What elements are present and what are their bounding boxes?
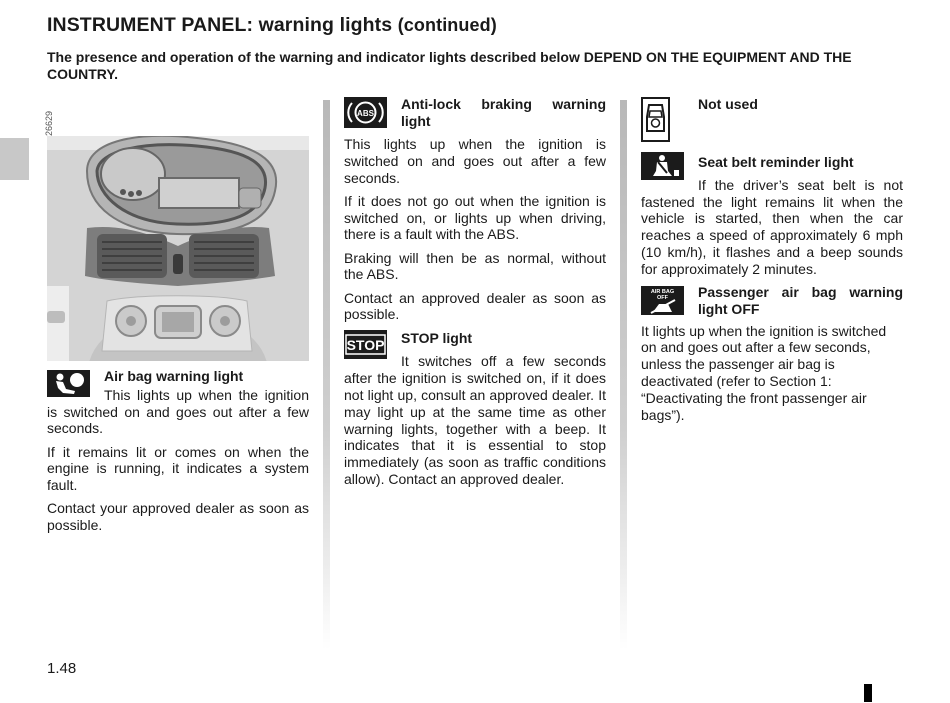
not-used-heading: Not used [698,96,758,112]
passenger-airbag-off-icon [641,286,684,315]
airbag-warning-icon [47,370,90,397]
column-divider-left [323,100,330,650]
section-side-tab [0,138,29,180]
page-number: 1.48 [47,660,77,677]
seatbelt-text-1: If the driver’s seat belt is not fastened the light remains lit when the vehicle is started, then when the car reaches a speed of approximately 6 mph (10 km/h), it flashes and a beep sounds for approximately 2 minutes. [641,176,903,277]
airbag-text-2: If it remains lit or comes on when the engine is running, it indicates a system fault. [47,443,309,494]
stop-warning-icon [344,330,387,359]
left-column [44,96,309,540]
seatbelt-heading: Seat belt reminder light [698,154,854,170]
stop-icon-label: STOP [346,336,385,353]
airbag-text-1: This lights up when the ignition is switched on and goes out after a few seconds. [47,386,309,437]
seatbelt-reminder-icon [641,152,684,180]
column-divider-right [620,100,627,650]
car-outline-icon [641,97,670,142]
abs-heading: Anti-lock braking warning light [401,96,606,129]
page-title-sub: (continued) [397,15,497,35]
figure-number: 26629 [44,110,54,136]
stop-text-1: It switches off a few seconds after the ignition is switched on, if it does not light up, consult an approved dealer. It may light up at the same time as other warning lights, together with a beep. It indicates that it is essential to stop immediately (as soon as traffic conditions allow). Contact an approved dealer. [344,353,606,487]
dashboard-illustration [47,136,309,361]
dashboard-figure [44,96,309,362]
abs-icon-label: ABS [357,109,374,118]
stop-heading: STOP light [401,329,473,346]
intro-paragraph [47,49,909,83]
abs-text-2: If it does not go out when the ignition is switched on, or lights up when driving, there is a fault with the ABS. [344,192,606,243]
intro-text-part1: The presence and operation of the warning and indicator lights described below [47,49,584,65]
passenger-airbag-heading: Passenger air bag warning light OFF [698,283,903,317]
abs-text-3: Braking will then be as normal, without the ABS. [344,249,606,283]
end-of-section-mark [864,684,872,702]
abs-text-4: Contact an approved dealer as soon as possible. [344,289,606,323]
passenger-airbag-text-1: It lights up when the ignition is switched on and goes out after a few seconds, unless the passenger air bag is deactivated (refer to Section 1: “Deactivating the front passenger air bags”). [641,322,887,423]
page-title [47,14,497,37]
middle-column [344,96,606,494]
airbag-text-3: Contact your approved dealer as soon as possible. [47,500,309,534]
airbag-heading: Air bag warning light [104,368,244,384]
abs-text-1: This lights up when the ignition is switched on and goes out after a few seconds. [344,136,606,186]
right-column [641,96,903,430]
passenger-airbag-icon-label-top: AIR BAG [650,288,675,295]
intro-text-part2: DEPEND ON THE EQUIPMENT AND THE COUNTRY. [47,49,852,82]
passenger-airbag-icon-label-bottom: OFF [657,294,668,301]
abs-warning-icon [344,97,387,128]
page-title-main: INSTRUMENT PANEL: warning lights [47,14,393,36]
